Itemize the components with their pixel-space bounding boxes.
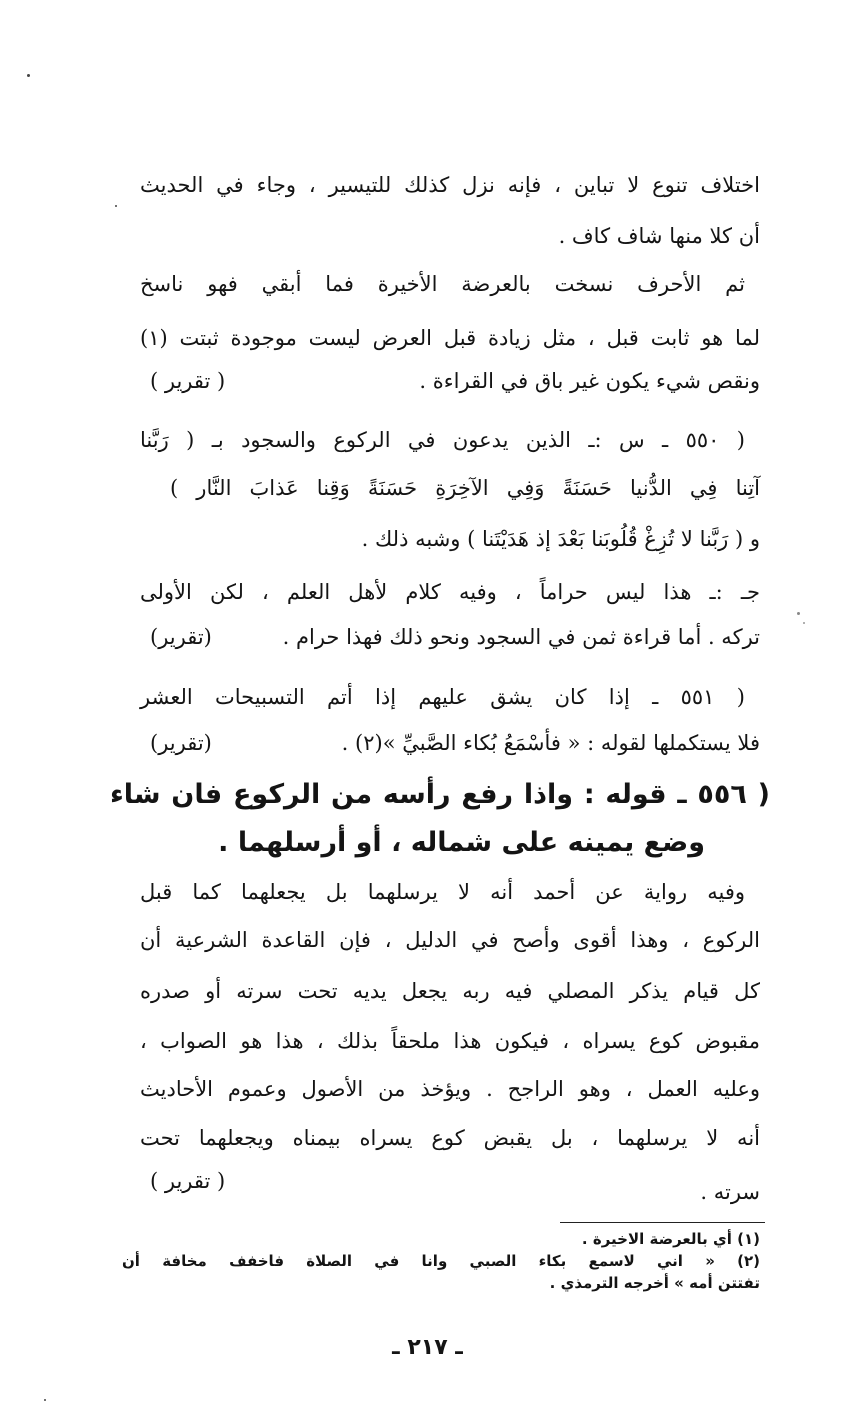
text-line: ونقص شيء يكون غير باق في القراءة . (419, 369, 760, 393)
text-line: اختلاف تنوع لا تباين ، فإنه نزل كذلك للتيسير ، وجاء في الحديث (140, 173, 760, 197)
scan-speck (44, 1399, 46, 1401)
footnote-rule (560, 1222, 765, 1223)
page-number: ـ ٢١٧ ـ (392, 1335, 463, 1360)
source-tag: ( تقرير ) (150, 369, 226, 393)
text-line: ثم الأحرف نسخت بالعرضة الأخيرة فما أبقي فهو ناسخ (140, 272, 745, 296)
scan-speck (797, 612, 800, 615)
text-line: وعليه العمل ، وهو الراجح . ويؤخذ من الأصول وعموم الأحاديث (140, 1077, 760, 1101)
scan-speck (803, 622, 805, 624)
footnote: (١) أي بالعرضة الاخيرة . (581, 1230, 760, 1248)
footnote: تفتتن أمه » أخرجه الترمذي . (549, 1274, 760, 1292)
text-line: أن كلا منها شاف كاف . (558, 224, 760, 248)
question-line: فلا يستكملها لقوله : « فأسْمَعُ بُكاء الصَّبيِّ »(٢) . (341, 731, 760, 755)
footnote: (٢) « اني لاسمع بكاء الصبي وانا في الصلاة فاخفف مخافة أن (122, 1252, 760, 1270)
text-line: كل قيام يذكر المصلي فيه ربه يجعل يديه تحت سرته أو صدره (140, 979, 760, 1003)
answer-line: جـ :ـ هذا ليس حراماً ، وفيه كلام لأهل العلم ، لكن الأولى (140, 580, 760, 604)
question-line: آتِنا فِي الدُّنيا حَسَنَةً وَفِي الآخِرَةِ حَسَنَةً وَقِنا عَذابَ النَّار ) (170, 476, 760, 500)
question-line: ( ٥٥٠ ـ س :ـ الذين يدعون في الركوع والسجود بـ ( رَبَّنا (140, 428, 745, 452)
text-line: أنه لا يرسلهما ، بل يقبض كوع يسراه بيمناه ويجعلهما تحت (140, 1126, 760, 1150)
question-line: ( ٥٥١ ـ إذا كان يشق عليهم إذا أتم التسبيحات العشر (140, 685, 745, 709)
text-line: لما هو ثابت قبل ، مثل زيادة قبل العرض ليست موجودة ثبتت (١) (140, 326, 760, 350)
section-heading-line: وضع يمينه على شماله ، أو أرسلهما . (218, 827, 705, 858)
source-tag: (تقرير) (150, 731, 212, 755)
text-line: الركوع ، وهذا أقوى وأصح في الدليل ، فإن القاعدة الشرعية أن (140, 928, 760, 952)
section-heading-line: ( ٥٥٦ ـ قوله : واذا رفع رأسه من الركوع فان شاء (110, 779, 770, 810)
text-line: سرته . (700, 1180, 760, 1204)
scan-speck (27, 74, 30, 77)
text-line: وفيه رواية عن أحمد أنه لا يرسلهما بل يجعلهما كما قبل (140, 880, 745, 904)
source-tag: (تقرير) (150, 625, 212, 649)
answer-line: تركه . أما قراءة ثمن في السجود ونحو ذلك فهذا حرام . (282, 625, 760, 649)
text-line: مقبوض كوع يسراه ، فيكون هذا ملحقاً بذلك ، هذا هو الصواب ، (140, 1029, 760, 1053)
source-tag: ( تقرير ) (150, 1169, 226, 1193)
scan-speck (115, 205, 117, 207)
question-line: و ( رَبَّنا لا تُزِغْ قُلُوبَنا بَعْدَ إذ هَدَيْتَنا ) وشبه ذلك . (361, 527, 760, 551)
